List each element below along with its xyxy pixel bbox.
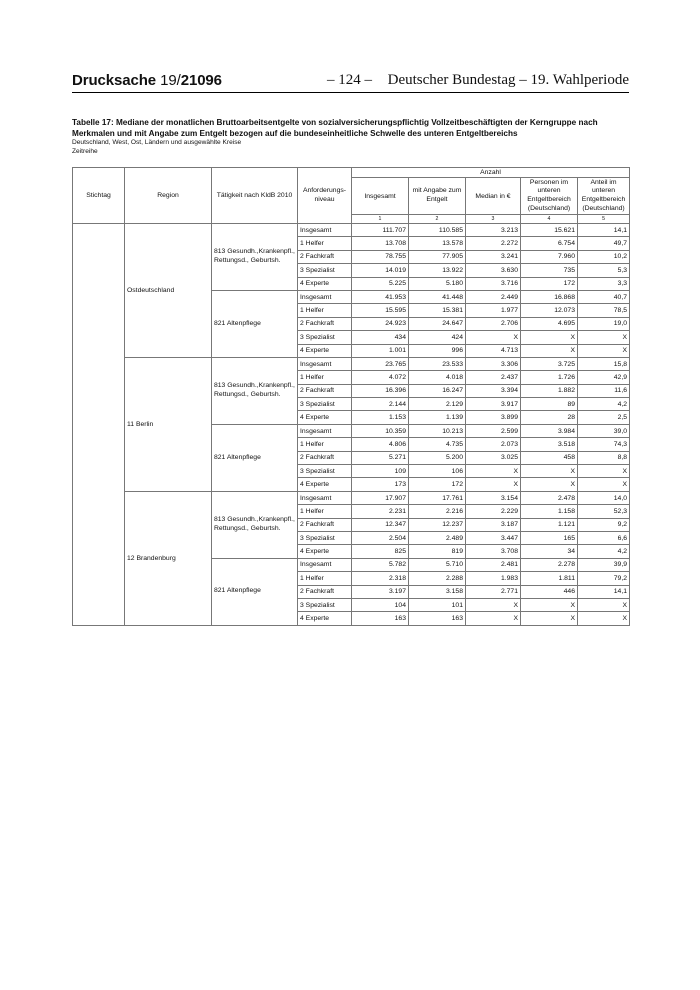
cell-personen: 2.278 [521,558,578,571]
table-row [73,491,630,504]
cell-level: 2 Fachkraft [298,317,352,330]
cell-median: 2.272 [466,237,521,250]
cell-level: Insgesamt [298,357,352,370]
cell-mit-angabe: 5.710 [409,558,466,571]
col-header-median: Median in € [466,178,521,215]
cell-level: Insgesamt [298,558,352,571]
cell-personen: X [521,331,578,344]
cell-mit-angabe: 2.129 [409,398,466,411]
cell-occupation: 821 Altenpflege [212,558,298,625]
cell-mit-angabe: 13.922 [409,264,466,277]
cell-personen: 1.121 [521,518,578,531]
publisher: Deutscher Bundestag – 19. Wahlperiode [387,72,629,88]
cell-median: 3.630 [466,264,521,277]
cell-insgesamt: 1.001 [352,344,409,357]
cell-level: 4 Experte [298,545,352,558]
cell-level: 3 Spezialist [298,465,352,478]
cell-insgesamt: 41.953 [352,290,409,303]
cell-insgesamt: 2.231 [352,505,409,518]
cell-insgesamt: 3.197 [352,585,409,598]
cell-level: 3 Spezialist [298,264,352,277]
cell-level: 1 Helfer [298,304,352,317]
cell-level: 4 Experte [298,478,352,491]
cell-level: 1 Helfer [298,572,352,585]
cell-anteil: 74,3 [578,438,630,451]
cell-insgesamt: 104 [352,598,409,611]
cell-anteil: 4,2 [578,545,630,558]
cell-level: 3 Spezialist [298,331,352,344]
cell-occupation: 813 Gesundh.,Krankenpfl., Rettungsd., Geburtsh. [212,224,298,291]
col-index: 2 [409,215,466,224]
cell-personen: 458 [521,451,578,464]
cell-level: 3 Spezialist [298,531,352,544]
cell-insgesamt: 2.144 [352,398,409,411]
cell-insgesamt: 5.271 [352,451,409,464]
cell-personen: 2.478 [521,491,578,504]
cell-personen: 3.984 [521,424,578,437]
cell-insgesamt: 2.318 [352,572,409,585]
cell-anteil: X [578,465,630,478]
cell-insgesamt: 15.595 [352,304,409,317]
cell-personen: X [521,612,578,625]
cell-anteil: 78,5 [578,304,630,317]
cell-region: 11 Berlin [125,357,212,491]
page-header [72,72,629,94]
cell-anteil: X [578,612,630,625]
cell-insgesamt: 111.707 [352,224,409,237]
cell-occupation: 821 Altenpflege [212,290,298,357]
cell-median: 3.708 [466,545,521,558]
cell-anteil: 40,7 [578,290,630,303]
cell-median: 3.899 [466,411,521,424]
cell-median: 3.154 [466,491,521,504]
cell-personen: 34 [521,545,578,558]
cell-median: 4.713 [466,344,521,357]
cell-insgesamt: 109 [352,465,409,478]
table-caption [72,118,632,156]
cell-anteil: 8,8 [578,451,630,464]
cell-mit-angabe: 23.533 [409,357,466,370]
cell-personen: 3.518 [521,438,578,451]
number-value: 21096 [180,72,222,89]
cell-insgesamt: 5.225 [352,277,409,290]
cell-median: 2.771 [466,585,521,598]
cell-insgesamt: 17.907 [352,491,409,504]
col-header-region: Region [125,168,212,224]
cell-insgesamt: 14.019 [352,264,409,277]
col-header-anforderung: Anforderungs-niveau [298,168,352,224]
cell-personen: 3.725 [521,357,578,370]
cell-median: X [466,598,521,611]
cell-anteil: 14,0 [578,491,630,504]
cell-insgesamt: 10.359 [352,424,409,437]
cell-level: 1 Helfer [298,371,352,384]
cell-insgesamt: 4.806 [352,438,409,451]
cell-stichtag [73,224,125,626]
cell-anteil: 10,2 [578,250,630,263]
cell-median: 3.716 [466,277,521,290]
cell-anteil: 4,2 [578,398,630,411]
cell-personen: 6.754 [521,237,578,250]
cell-anteil: X [578,478,630,491]
cell-personen: X [521,465,578,478]
cell-mit-angabe: 4.735 [409,438,466,451]
col-header-insgesamt: Insgesamt [352,178,409,215]
cell-level: Insgesamt [298,491,352,504]
cell-mit-angabe: 13.578 [409,237,466,250]
cell-level: 1 Helfer [298,438,352,451]
cell-median: 3.241 [466,250,521,263]
cell-personen: 1.726 [521,371,578,384]
table-body [73,224,630,626]
cell-region: Ostdeutschland [125,224,212,358]
cell-median: 2.073 [466,438,521,451]
series-label: Drucksache [72,72,157,89]
cell-insgesamt: 23.765 [352,357,409,370]
header-rule [72,92,629,93]
cell-median: 3.394 [466,384,521,397]
cell-personen: X [521,344,578,357]
cell-level: 2 Fachkraft [298,585,352,598]
cell-anteil: 6,6 [578,531,630,544]
cell-insgesamt: 1.153 [352,411,409,424]
cell-level: Insgesamt [298,424,352,437]
cell-insgesamt: 173 [352,478,409,491]
cell-personen: 1.882 [521,384,578,397]
cell-mit-angabe: 2.216 [409,505,466,518]
cell-level: 3 Spezialist [298,598,352,611]
cell-mit-angabe: 172 [409,478,466,491]
cell-anteil: 3,3 [578,277,630,290]
cell-level: 3 Spezialist [298,398,352,411]
cell-anteil: 39,9 [578,558,630,571]
cell-occupation: 813 Gesundh.,Krankenpfl., Rettungsd., Geburtsh. [212,357,298,424]
cell-mit-angabe: 16.247 [409,384,466,397]
cell-level: 2 Fachkraft [298,518,352,531]
cell-personen: 15.621 [521,224,578,237]
cell-anteil: 52,3 [578,505,630,518]
cell-occupation: 813 Gesundh.,Krankenpfl., Rettungsd., Geburtsh. [212,491,298,558]
col-index: 3 [466,215,521,224]
cell-mit-angabe: 5.180 [409,277,466,290]
cell-personen: 735 [521,264,578,277]
cell-insgesamt: 4.072 [352,371,409,384]
cell-mit-angabe: 424 [409,331,466,344]
cell-mit-angabe: 2.288 [409,572,466,585]
cell-insgesamt: 825 [352,545,409,558]
cell-median: 1.977 [466,304,521,317]
cell-anteil: 49,7 [578,237,630,250]
cell-anteil: 5,3 [578,264,630,277]
cell-anteil: 19,0 [578,317,630,330]
cell-median: 1.983 [466,572,521,585]
cell-median: 3.213 [466,224,521,237]
cell-mit-angabe: 110.585 [409,224,466,237]
cell-median: 2.599 [466,424,521,437]
cell-region: 12 Brandenburg [125,491,212,625]
cell-anteil: X [578,598,630,611]
cell-personen: 4.695 [521,317,578,330]
cell-median: 2.229 [466,505,521,518]
cell-median: X [466,465,521,478]
cell-level: 1 Helfer [298,237,352,250]
cell-anteil: 14,1 [578,224,630,237]
cell-median: X [466,478,521,491]
header-row-group [73,168,630,178]
cell-median: 3.025 [466,451,521,464]
cell-personen: 12.073 [521,304,578,317]
cell-insgesamt: 24.923 [352,317,409,330]
col-index: 4 [521,215,578,224]
cell-mit-angabe: 10.213 [409,424,466,437]
col-group-header: Anzahl [352,168,630,178]
cell-mit-angabe: 5.200 [409,451,466,464]
cell-anteil: 39,0 [578,424,630,437]
table-row [73,224,630,237]
cell-personen: 165 [521,531,578,544]
cell-level: Insgesamt [298,290,352,303]
cell-level: 2 Fachkraft [298,250,352,263]
table-subtitle: Deutschland, West, Ost, Ländern und ausgewählte Kreise [72,139,242,146]
cell-insgesamt: 5.782 [352,558,409,571]
col-index: 1 [352,215,409,224]
cell-mit-angabe: 106 [409,465,466,478]
cell-level: Insgesamt [298,224,352,237]
cell-level: 4 Experte [298,411,352,424]
col-header-personen: Personen im unteren Entgeltbereich (Deutschland) [521,178,578,215]
cell-mit-angabe: 4.018 [409,371,466,384]
cell-anteil: 11,6 [578,384,630,397]
cell-insgesamt: 12.347 [352,518,409,531]
cell-insgesamt: 2.504 [352,531,409,544]
cell-personen: 16.868 [521,290,578,303]
cell-insgesamt: 13.708 [352,237,409,250]
number-prefix: 19/ [160,72,181,89]
cell-median: 3.447 [466,531,521,544]
cell-median: X [466,331,521,344]
cell-insgesamt: 434 [352,331,409,344]
table-row [73,357,630,370]
cell-median: 3.187 [466,518,521,531]
col-index: 5 [578,215,630,224]
cell-personen: 172 [521,277,578,290]
data-table [72,167,630,626]
cell-mit-angabe: 101 [409,598,466,611]
document-number [72,72,222,89]
page-number: – 124 – [327,72,372,88]
cell-mit-angabe: 41.448 [409,290,466,303]
cell-median: 2.449 [466,290,521,303]
table-title: Tabelle 17: Mediane der monatlichen Bruttoarbeitsentgelte von sozialversicherungspflichtig Vollzeitbeschäftigten der Kerngruppe nach Merkmalen und mit Angabe zum Entgelt bezogen auf die bundeseinheitliche Schwelle des unteren Entgeltbereichs [72,118,598,138]
cell-personen: 446 [521,585,578,598]
cell-occupation: 821 Altenpflege [212,424,298,491]
table-timeseries-note: Zeitreihe [72,147,98,155]
cell-anteil: 79,2 [578,572,630,585]
cell-level: 2 Fachkraft [298,451,352,464]
cell-mit-angabe: 996 [409,344,466,357]
cell-personen: X [521,478,578,491]
cell-median: 3.306 [466,357,521,370]
cell-mit-angabe: 1.139 [409,411,466,424]
cell-anteil: 2,5 [578,411,630,424]
cell-level: 4 Experte [298,344,352,357]
col-header-mit-angabe: mit Angabe zum Entgelt [409,178,466,215]
col-header-anteil: Anteil im unteren Entgeltbereich (Deutschland) [578,178,630,215]
cell-mit-angabe: 24.647 [409,317,466,330]
col-header-stichtag: Stichtag [73,168,125,224]
cell-personen: X [521,598,578,611]
cell-level: 4 Experte [298,277,352,290]
cell-insgesamt: 16.396 [352,384,409,397]
cell-personen: 28 [521,411,578,424]
cell-anteil: 42,9 [578,371,630,384]
cell-personen: 89 [521,398,578,411]
cell-mit-angabe: 12.237 [409,518,466,531]
cell-mit-angabe: 77.905 [409,250,466,263]
cell-median: X [466,612,521,625]
cell-median: 2.481 [466,558,521,571]
cell-personen: 1.811 [521,572,578,585]
cell-personen: 7.960 [521,250,578,263]
cell-mit-angabe: 15.381 [409,304,466,317]
cell-mit-angabe: 819 [409,545,466,558]
cell-median: 3.917 [466,398,521,411]
cell-personen: 1.158 [521,505,578,518]
cell-anteil: 14,1 [578,585,630,598]
cell-anteil: 9,2 [578,518,630,531]
col-header-taetigkeit: Tätigkeit nach KldB 2010 [212,168,298,224]
cell-anteil: X [578,344,630,357]
cell-mit-angabe: 2.489 [409,531,466,544]
cell-mit-angabe: 163 [409,612,466,625]
cell-anteil: X [578,331,630,344]
cell-level: 1 Helfer [298,505,352,518]
cell-mit-angabe: 3.158 [409,585,466,598]
cell-insgesamt: 78.755 [352,250,409,263]
cell-insgesamt: 163 [352,612,409,625]
cell-mit-angabe: 17.761 [409,491,466,504]
cell-anteil: 15,8 [578,357,630,370]
cell-level: 4 Experte [298,612,352,625]
cell-median: 2.437 [466,371,521,384]
cell-median: 2.706 [466,317,521,330]
cell-level: 2 Fachkraft [298,384,352,397]
